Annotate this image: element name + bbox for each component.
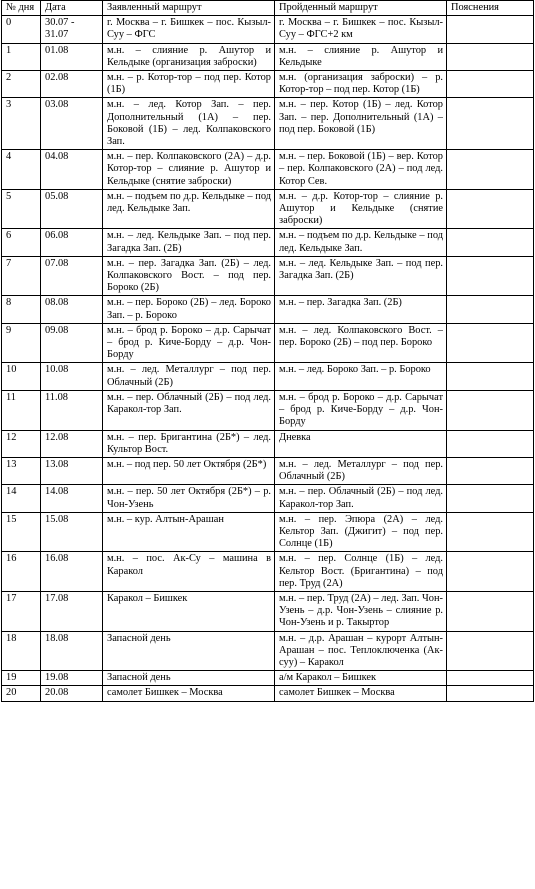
- cell-day: 14: [2, 485, 41, 512]
- cell-date: 11.08: [41, 390, 103, 430]
- cell-notes: [447, 512, 534, 552]
- cell-date: 12.08: [41, 430, 103, 457]
- table-header-row: [2, 1, 534, 16]
- cell-passed-route: м.н. – слияние р. Ашутор и Кельдыке: [275, 43, 447, 70]
- cell-passed-route: м.н. – пер. Боковой (1Б) – вер. Котор – пер. Колпаковского (2А) – под лед. Котор Сев.: [275, 150, 447, 190]
- table-row: [2, 591, 534, 631]
- table-row: [2, 256, 534, 296]
- cell-passed-route: м.н. – пер. Загадка Зап. (2Б): [275, 296, 447, 323]
- table-body: [2, 16, 534, 701]
- table-row: [2, 512, 534, 552]
- cell-notes: [447, 591, 534, 631]
- cell-date: 19.08: [41, 671, 103, 686]
- cell-date: 14.08: [41, 485, 103, 512]
- table-row: [2, 552, 534, 592]
- cell-passed-route: м.н. – лед. Кельдыке Зап. – под пер. Загадка Зап. (2Б): [275, 256, 447, 296]
- cell-notes: [447, 631, 534, 671]
- cell-day: 16: [2, 552, 41, 592]
- cell-date: 20.08: [41, 686, 103, 701]
- cell-declared-route: м.н. – пер. Колпаковского (2А) – д.р. Котор-тор – слияние р. Ашутор и Кельдыке (снятие заброски): [103, 150, 275, 190]
- cell-day: 2: [2, 71, 41, 98]
- cell-declared-route: м.н. – лед. Металлург – под пер. Облачный (2Б): [103, 363, 275, 390]
- cell-date: 15.08: [41, 512, 103, 552]
- cell-passed-route: м.н. – брод р. Бороко – д.р. Сарычат – брод р. Киче-Борду – д.р. Чон-Борду: [275, 390, 447, 430]
- header-day: № дня: [2, 1, 41, 16]
- cell-passed-route: м.н. – пер. Эпюра (2А) – лед. Кельтор Зап. (Джигит) – под пер. Солнце (1Б): [275, 512, 447, 552]
- cell-notes: [447, 150, 534, 190]
- cell-notes: [447, 71, 534, 98]
- cell-declared-route: м.н. – р. Котор-тор – под пер. Котор (1Б): [103, 71, 275, 98]
- cell-date: 09.08: [41, 323, 103, 363]
- cell-notes: [447, 485, 534, 512]
- cell-passed-route: м.н. – д.р. Арашан – курорт Алтын-Арашан – пос. Теплоключенка (Ак-суу) – Каракол: [275, 631, 447, 671]
- cell-passed-route: м.н. – лед. Бороко Зап. – р. Бороко: [275, 363, 447, 390]
- cell-notes: [447, 390, 534, 430]
- cell-notes: [447, 363, 534, 390]
- table-row: [2, 430, 534, 457]
- cell-notes: [447, 229, 534, 256]
- cell-day: 4: [2, 150, 41, 190]
- cell-passed-route: м.н. – д.р. Котор-тор – слияние р. Ашутор и Кельдыке (снятие заброски): [275, 189, 447, 229]
- cell-notes: [447, 16, 534, 43]
- cell-declared-route: м.н. – пос. Ак-Су – машина в Каракол: [103, 552, 275, 592]
- cell-declared-route: м.н. – пер. Загадка Зап. (2Б) – лед. Колпаковского Вост. – под пер. Бороко (2Б): [103, 256, 275, 296]
- header-date: Дата: [41, 1, 103, 16]
- cell-notes: [447, 430, 534, 457]
- cell-date: 01.08: [41, 43, 103, 70]
- table-row: [2, 485, 534, 512]
- cell-day: 13: [2, 457, 41, 484]
- cell-date: 03.08: [41, 98, 103, 150]
- cell-day: 15: [2, 512, 41, 552]
- cell-date: 06.08: [41, 229, 103, 256]
- table-row: [2, 363, 534, 390]
- table-row: [2, 43, 534, 70]
- cell-date: 17.08: [41, 591, 103, 631]
- cell-day: 8: [2, 296, 41, 323]
- header-notes: Пояснения: [447, 1, 534, 16]
- cell-notes: [447, 43, 534, 70]
- cell-day: 11: [2, 390, 41, 430]
- table-row: [2, 98, 534, 150]
- table-row: [2, 229, 534, 256]
- cell-passed-route: г. Москва – г. Бишкек – пос. Кызыл-Суу – ФГС+2 км: [275, 16, 447, 43]
- cell-notes: [447, 296, 534, 323]
- cell-date: 07.08: [41, 256, 103, 296]
- cell-declared-route: м.н. – пер. 50 лет Октября (2Б*) – р. Чон-Узень: [103, 485, 275, 512]
- cell-passed-route: самолет Бишкек – Москва: [275, 686, 447, 701]
- cell-day: 17: [2, 591, 41, 631]
- cell-declared-route: м.н. – лед. Кельдыке Зап. – под пер. Загадка Зап. (2Б): [103, 229, 275, 256]
- cell-day: 10: [2, 363, 41, 390]
- cell-date: 08.08: [41, 296, 103, 323]
- table-row: [2, 671, 534, 686]
- cell-notes: [447, 256, 534, 296]
- cell-passed-route: м.н. – пер. Котор (1Б) – лед. Котор Зап. – пер. Дополнительный (1А) – под пер. Боковой (1Б): [275, 98, 447, 150]
- cell-day: 19: [2, 671, 41, 686]
- header-declared-route: Заявленный маршрут: [103, 1, 275, 16]
- cell-declared-route: Запасной день: [103, 671, 275, 686]
- cell-date: 18.08: [41, 631, 103, 671]
- cell-declared-route: м.н. – пер. Бороко (2Б) – лед. Бороко Зап. – р. Бороко: [103, 296, 275, 323]
- cell-notes: [447, 671, 534, 686]
- cell-day: 18: [2, 631, 41, 671]
- cell-declared-route: м.н. – пер. Бригантина (2Б*) – лед. Культор Вост.: [103, 430, 275, 457]
- cell-notes: [447, 686, 534, 701]
- cell-notes: [447, 552, 534, 592]
- cell-notes: [447, 98, 534, 150]
- cell-passed-route: м.н. – подъем по д.р. Кельдыке – под лед. Кельдыке Зап.: [275, 229, 447, 256]
- cell-day: 5: [2, 189, 41, 229]
- header-passed-route: Пройденный маршрут: [275, 1, 447, 16]
- cell-declared-route: Каракол – Бишкек: [103, 591, 275, 631]
- cell-day: 6: [2, 229, 41, 256]
- cell-passed-route: м.н. – лед. Колпаковского Вост. – пер. Бороко (2Б) – под пер. Бороко: [275, 323, 447, 363]
- cell-day: 7: [2, 256, 41, 296]
- table-row: [2, 390, 534, 430]
- cell-notes: [447, 189, 534, 229]
- cell-passed-route: м.н. – пер. Облачный (2Б) – под лед. Каракол-тор Зап.: [275, 485, 447, 512]
- cell-date: 05.08: [41, 189, 103, 229]
- cell-passed-route: м.н. (организация заброски) – р. Котор-тор – под пер. Котор (1Б): [275, 71, 447, 98]
- cell-declared-route: м.н. – лед. Котор Зап. – пер. Дополнительный (1А) – пер. Боковой (1Б) – лед. Колпаковского Зап.: [103, 98, 275, 150]
- cell-day: 12: [2, 430, 41, 457]
- cell-declared-route: Запасной день: [103, 631, 275, 671]
- cell-passed-route: а/м Каракол – Бишкек: [275, 671, 447, 686]
- cell-declared-route: г. Москва – г. Бишкек – пос. Кызыл-Суу – ФГС: [103, 16, 275, 43]
- table-row: [2, 150, 534, 190]
- table-row: [2, 323, 534, 363]
- cell-declared-route: м.н. – пер. Облачный (2Б) – под лед. Каракол-тор Зап.: [103, 390, 275, 430]
- table-row: [2, 71, 534, 98]
- cell-day: 1: [2, 43, 41, 70]
- table-row: [2, 16, 534, 43]
- cell-declared-route: м.н. – слияние р. Ашутор и Кельдыке (организация заброски): [103, 43, 275, 70]
- cell-declared-route: м.н. – подъем по д.р. Кельдыке – под лед. Кельдыке Зап.: [103, 189, 275, 229]
- cell-date: 04.08: [41, 150, 103, 190]
- cell-day: 20: [2, 686, 41, 701]
- cell-day: 0: [2, 16, 41, 43]
- cell-declared-route: м.н. – под пер. 50 лет Октября (2Б*): [103, 457, 275, 484]
- cell-declared-route: м.н. – брод р. Бороко – д.р. Сарычат – брод р. Киче-Борду – д.р. Чон-Борду: [103, 323, 275, 363]
- cell-passed-route: м.н. – лед. Металлург – под пер. Облачный (2Б): [275, 457, 447, 484]
- cell-day: 9: [2, 323, 41, 363]
- cell-notes: [447, 457, 534, 484]
- route-table: [1, 0, 534, 702]
- cell-passed-route: м.н. – пер. Солнце (1Б) – лед. Кельтор Вост. (Бригантина) – под пер. Труд (2А): [275, 552, 447, 592]
- cell-date: 30.07 - 31.07: [41, 16, 103, 43]
- cell-passed-route: м.н. – пер. Труд (2А) – лед. Зап. Чон-Узень – д.р. Чон-Узень – слияние р. Чон-Узень и р. Такыртор: [275, 591, 447, 631]
- table-row: [2, 296, 534, 323]
- table-row: [2, 457, 534, 484]
- table-row: [2, 631, 534, 671]
- cell-day: 3: [2, 98, 41, 150]
- cell-date: 02.08: [41, 71, 103, 98]
- table-row: [2, 189, 534, 229]
- cell-date: 10.08: [41, 363, 103, 390]
- cell-passed-route: Дневка: [275, 430, 447, 457]
- cell-notes: [447, 323, 534, 363]
- cell-declared-route: м.н. – кур. Алтын-Арашан: [103, 512, 275, 552]
- cell-date: 16.08: [41, 552, 103, 592]
- cell-date: 13.08: [41, 457, 103, 484]
- cell-declared-route: самолет Бишкек – Москва: [103, 686, 275, 701]
- table-row: [2, 686, 534, 701]
